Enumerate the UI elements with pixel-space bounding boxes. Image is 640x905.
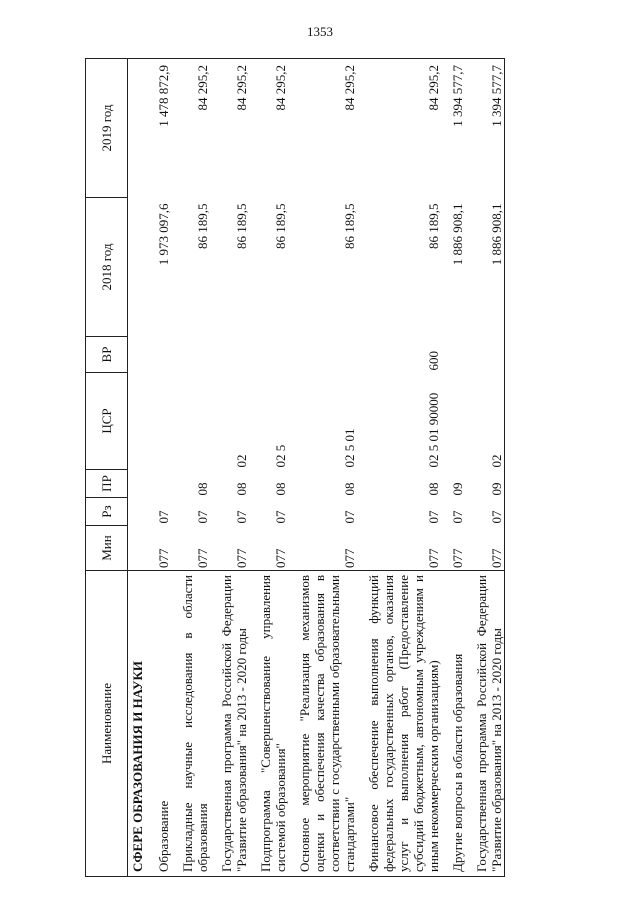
header-pr: ПР — [86, 470, 128, 498]
row-pr: 08 — [342, 482, 357, 496]
row-min: 077 — [426, 548, 441, 568]
row-pr: 08 — [195, 482, 210, 496]
row-value-2019: 1 394 577,7 — [465, 59, 505, 198]
header-rz: Рз — [86, 498, 128, 526]
row-value-2018: 1 973 097,6 — [156, 203, 171, 266]
row-value-2018: 86 189,5 — [342, 203, 357, 249]
row-vr: 600 — [426, 351, 441, 371]
row-value-2019: 84 295,2 — [288, 59, 357, 198]
row-value-2019: 84 295,2 — [210, 59, 249, 198]
header-min: Мин — [86, 526, 128, 571]
row-min: 077 — [342, 548, 357, 568]
row-value-2018: 86 189,5 — [234, 203, 249, 249]
header-csr: ЦСР — [86, 373, 128, 470]
row-rz: 07 — [156, 510, 171, 524]
row-min: 077 — [273, 548, 288, 568]
row-vr — [465, 337, 505, 373]
row-min: 077 — [195, 548, 210, 568]
row-value-2019: 84 295,2 — [171, 59, 210, 198]
row-csr: 02 — [465, 373, 505, 470]
row-value-2018: 86 189,5 — [195, 203, 210, 249]
header-2018: 2018 год — [86, 198, 128, 337]
row-value-2018: 86 189,5 — [273, 203, 288, 249]
row-csr: 02 5 01 — [342, 428, 357, 468]
row-name: Государственная программа Российской Федерации "Развитие образования" на 2013 - 2020 годы — [210, 571, 249, 877]
table-header-row — [86, 59, 128, 877]
row-rz: 07 — [465, 498, 505, 526]
row-name: Основное мероприятие "Реализация механизмов оценки и обеспечения качества образования в соответствии с государственными образовательными стандартами" — [288, 571, 357, 877]
row-name: Государственная программа Российской Федерации "Развитие образования" на 2013 - 2020 годы — [465, 571, 505, 877]
row-csr: 02 5 01 90000 — [426, 392, 441, 468]
row-csr — [441, 373, 465, 470]
row-csr — [147, 373, 171, 470]
row-value-2018: 86 189,5 — [426, 203, 441, 249]
row-value-2019: 84 295,2 — [249, 59, 288, 198]
page-number: 1353 — [307, 24, 333, 39]
table-row — [357, 59, 441, 877]
table-row — [147, 59, 171, 877]
row-min: 077 — [450, 548, 465, 568]
row-pr — [147, 470, 171, 498]
row-rz: 07 — [426, 510, 441, 524]
row-value-2018: 1 886 908,1 — [465, 198, 505, 337]
row-value-2019: 1 394 577,7 — [441, 59, 465, 198]
row-value-2019: 84 295,2 — [357, 59, 441, 198]
table-row — [441, 59, 465, 877]
table-row — [249, 59, 288, 877]
table-row — [210, 59, 249, 877]
row-vr — [249, 337, 288, 373]
row-value-2019: 1 478 872,9 — [147, 59, 171, 198]
row-vr — [147, 337, 171, 373]
budget-table-sheet — [85, 59, 550, 877]
header-name: Наименование — [86, 571, 128, 877]
table-row — [288, 59, 357, 877]
row-csr: 02 — [234, 454, 249, 468]
row-csr — [171, 373, 210, 470]
header-vr: ВР — [86, 337, 128, 373]
row-name: Другие вопросы в области образования — [441, 571, 465, 877]
row-rz: 07 — [273, 510, 288, 524]
row-vr — [288, 337, 357, 373]
row-pr: 09 — [450, 482, 465, 496]
row-rz: 07 — [195, 510, 210, 524]
row-name: Подпрограмма "Совершенствование управления системой образования" — [249, 571, 288, 877]
row-name: Финансовое обеспечение выполнения функций федеральных государственных органов, оказания услуг и выполнения работ (Предоставление субсидий бюджетным, автономным учреждениям и иным некоммерческим организациям) — [357, 571, 441, 877]
row-vr — [441, 337, 465, 373]
row-name: Образование — [147, 571, 171, 877]
header-2019: 2019 год — [86, 59, 128, 198]
table-row — [171, 59, 210, 877]
row-pr: 08 — [234, 482, 249, 496]
row-name: Прикладные научные исследования в области образования — [171, 571, 210, 877]
row-rz: 07 — [342, 510, 357, 524]
row-value-2018: 1 886 908,1 — [450, 203, 465, 266]
row-pr: 09 — [465, 470, 505, 498]
row-min: 077 — [465, 526, 505, 571]
section-title: СФЕРЕ ОБРАЗОВАНИЯ И НАУКИ — [128, 571, 148, 877]
row-vr — [171, 337, 210, 373]
row-min: 077 — [234, 548, 249, 568]
row-rz: 07 — [450, 510, 465, 524]
row-min: 077 — [156, 548, 171, 568]
row-csr: 02 5 — [273, 444, 288, 468]
section-row — [128, 59, 148, 877]
row-pr: 08 — [273, 482, 288, 496]
row-pr: 08 — [426, 482, 441, 496]
table-row — [465, 59, 505, 877]
row-rz: 07 — [234, 510, 249, 524]
budget-table — [85, 58, 505, 877]
row-vr — [210, 337, 249, 373]
